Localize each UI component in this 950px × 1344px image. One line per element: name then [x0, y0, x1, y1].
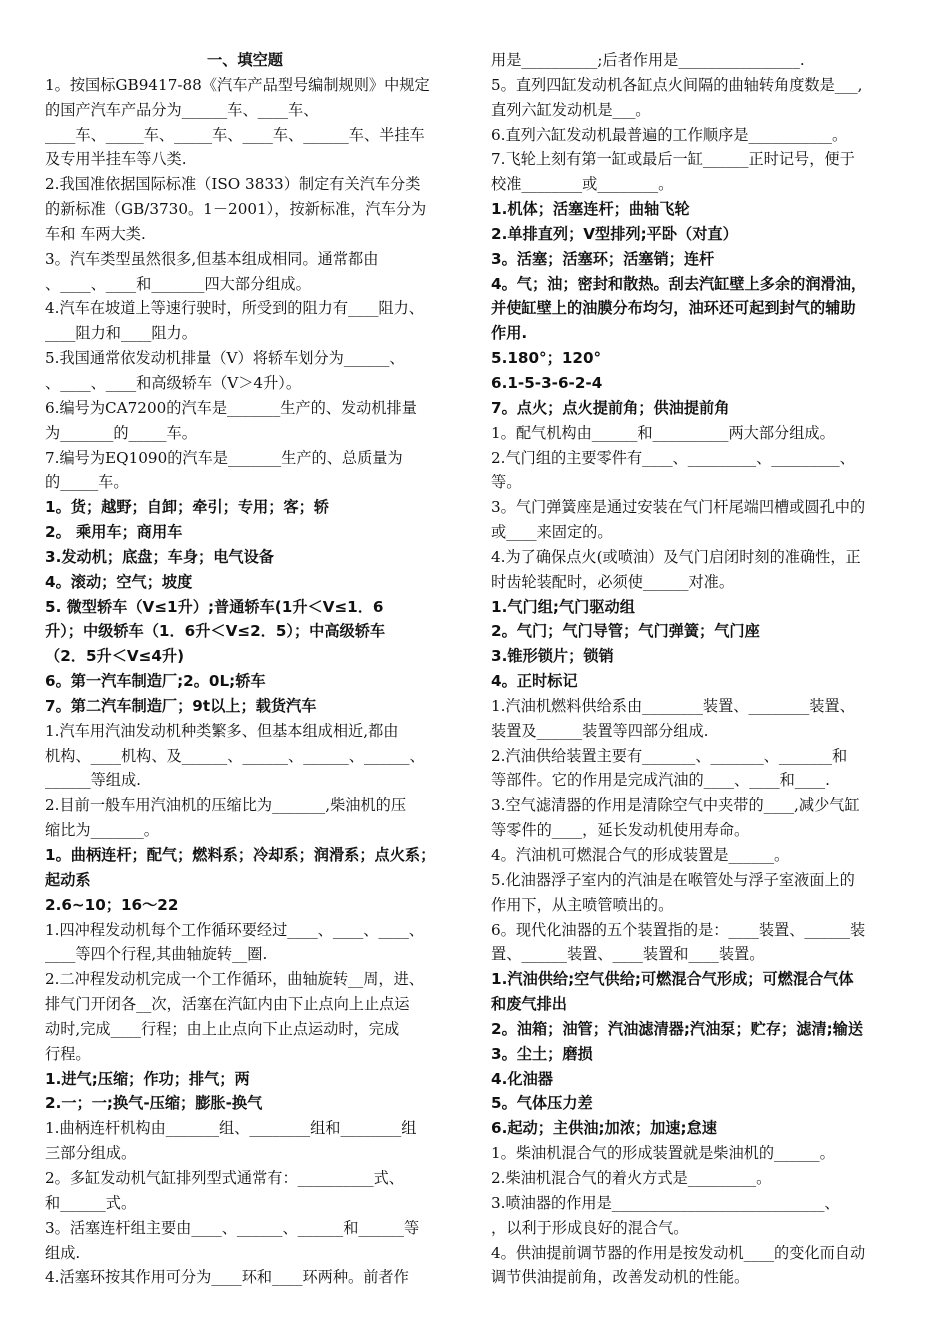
- question-line: 等。: [491, 473, 522, 492]
- answer-line: 3.发动机；底盘；车身；电气设备: [45, 547, 274, 566]
- question-line: 三部分组成。: [45, 1144, 137, 1163]
- answer-line: 6.起动；主供油;加浓；加速;怠速: [491, 1119, 717, 1138]
- question-line: 动时,完成____行程；由上止点向下止点运动时，完成: [45, 1019, 400, 1038]
- answer-line: 2.单排直列；V型排列;平卧（对直）: [491, 224, 738, 243]
- answer-line: 1.进气;压缩；作功；排气；两: [45, 1069, 250, 1088]
- question-line: ____车、_____车、_____车、____车、______车、半挂车: [45, 125, 425, 144]
- question-line: 为_______的_____车。: [45, 423, 197, 442]
- answer-line: （2．5升＜V≤4升): [45, 647, 185, 666]
- question-line: ______等组成.: [45, 771, 141, 790]
- question-line: 1.曲柄连杆机构由_______组、________组和________组: [45, 1119, 417, 1138]
- answer-line: 4。气；油；密封和散热。刮去汽缸壁上多余的润滑油，: [491, 274, 867, 293]
- question-line: 直列六缸发动机是___。: [491, 100, 651, 119]
- answer-line: 2.一；一;换气-压缩；膨胀-换气: [45, 1094, 263, 1113]
- right-column: [491, 48, 911, 1290]
- answer-line: 5. 微型轿车（V≤1升）;普通轿车(1升＜V≤1．6: [45, 597, 384, 616]
- question-line: 车和 车两大类.: [45, 224, 146, 243]
- question-line: 校准________或________。: [491, 175, 674, 194]
- question-line: 用是__________;后者作用是________________.: [491, 51, 805, 69]
- answer-line: 7。点火；点火提前角；供油提前角: [491, 398, 730, 417]
- question-line: 的新标准（GB/3730。1－2001），按新标准，汽车分为: [45, 200, 427, 219]
- question-line: 等零件的____，延长发动机使用寿命。: [491, 821, 750, 840]
- question-line: 3.喷油器的作用是____________________________、: [491, 1193, 840, 1212]
- question-line: 的_____车。: [45, 473, 129, 492]
- answer-line: 并使缸壁上的油膜分布均匀，油环还可起到封气的辅助: [491, 299, 856, 318]
- question-line: 3。汽车类型虽然很多,但基本组成相同。通常都由: [45, 249, 379, 268]
- question-line: 4.活塞环按其作用可分为____环和____环两种。前者作: [45, 1268, 409, 1287]
- answer-line: 3。尘土；磨损: [491, 1044, 593, 1063]
- question-line: 2.柴油机混合气的着火方式是_________。: [491, 1168, 772, 1187]
- left-column: [45, 48, 465, 1290]
- question-line: 组成.: [45, 1243, 81, 1262]
- question-line: 1。按国标GB9417-88《汽车产品型号编制规则》中规定: [45, 75, 430, 94]
- question-line: 3。活塞连杆组主要由____、______、______和______等: [45, 1218, 420, 1237]
- question-line: 作用下，从主喷管喷出的。: [491, 895, 674, 914]
- answer-line: 4。滚动；空气；坡度: [45, 572, 193, 591]
- answer-line: 6。第一汽车制造厂;2。0L;轿车: [45, 672, 266, 691]
- question-line: 调节供油提前角，改善发动机的性能。: [491, 1268, 750, 1287]
- question-line: 装置及______装置等四部分组成.: [491, 721, 709, 740]
- question-line: 7.飞轮上刻有第一缸或最后一缸______正时记号，便于: [491, 150, 855, 169]
- question-line: ____阻力和____阻力。: [45, 324, 197, 343]
- answer-line: 4.化油器: [491, 1069, 553, 1088]
- answer-line: 6.1-5-3-6-2-4: [491, 373, 603, 392]
- question-line: 2.气门组的主要零件有____、_________、_________、: [491, 448, 855, 467]
- answer-line: 升）；中级轿车（1．6升＜V≤2．5）；中高级轿车: [45, 622, 386, 641]
- question-line: 4。供油提前调节器的作用是按发动机____的变化而自动: [491, 1243, 866, 1262]
- question-line: 1.汽车用汽油发动机种类繁多、但基本组成相近,都由: [45, 721, 399, 740]
- answer-line: 4。正时标记: [491, 672, 578, 691]
- question-line: 2.汽油供给装置主要有_______、_______、_______和: [491, 746, 848, 765]
- answer-line: 5.180°；120°: [491, 349, 602, 368]
- answer-line: 1.汽油供给;空气供给;可燃混合气形成；可燃混合气体: [491, 970, 854, 989]
- question-line: 3.空气滤清器的作用是清除空气中夹带的____,减少气缸: [491, 796, 860, 815]
- answer-line: 1.机体；活塞连杆；曲轴飞轮: [491, 200, 690, 219]
- answer-line: 和废气排出: [491, 995, 567, 1014]
- answer-line: 3.锥形锁片；锁销: [491, 647, 614, 666]
- question-line: 时齿轮装配时，必须使______对准。: [491, 572, 734, 591]
- question-line: 等部件。它的作用是完成汽油的____、____和____.: [491, 771, 830, 790]
- question-line: 4。汽油机可燃混合气的形成装置是______。: [491, 846, 790, 864]
- question-line: 、____、____和_______四大部分组成。: [45, 274, 311, 293]
- question-line: 置、______装置、____装置和____装置。: [491, 945, 765, 964]
- question-line: 缩比为_______。: [45, 821, 159, 840]
- question-line: 2.二冲程发动机完成一个工作循环，曲轴旋转__周，进、: [45, 970, 424, 989]
- answer-line: 2。气门；气门导管；气门弹簧；气门座: [491, 622, 760, 641]
- question-line: 1。配气机构由______和__________两大部分组成。: [491, 423, 835, 442]
- question-line: 7.编号为EQ1090的汽车是_______生产的、总质量为: [45, 448, 403, 467]
- question-line: 1.四冲程发动机每个工作循环要经过____、____、____、: [45, 920, 424, 939]
- question-line: 排气门开闭各__次，活塞在汽缸内由下止点向上止点运: [45, 995, 410, 1014]
- answer-line: 起动系: [45, 870, 91, 889]
- question-line: 2.目前一般车用汽油机的压缩比为_______,柴油机的压: [45, 796, 407, 815]
- answer-line: 3。活塞；活塞环；活塞销；连杆: [491, 249, 715, 268]
- answer-line: 5。气体压力差: [491, 1094, 593, 1113]
- question-line: 的国产汽车产品分为______车、____车、: [45, 100, 319, 119]
- question-line: 及专用半挂车等八类.: [45, 150, 187, 169]
- question-line: ____等四个行程,其曲轴旋转__圈.: [45, 945, 268, 964]
- question-line: 和______式。: [45, 1193, 137, 1212]
- question-line: 或____来固定的。: [491, 523, 613, 542]
- question-line: 6.直列六缸发动机最普遍的工作顺序是___________。: [491, 125, 848, 144]
- question-line: 6。现代化油器的五个装置指的是：____装置、______装: [491, 920, 866, 939]
- answer-line: 1。货；越野；自卸；牵引；专用；客；轿: [45, 498, 329, 517]
- answer-line: 1.气门组;气门驱动组: [491, 597, 635, 616]
- question-line: 4.汽车在坡道上等速行驶时，所受到的阻力有____阻力、: [45, 299, 424, 318]
- question-line: 5。直列四缸发动机各缸点火间隔的曲轴转角度数是___,: [491, 75, 863, 94]
- question-line: 1。柴油机混合气的形成装置就是柴油机的______。: [491, 1144, 835, 1163]
- question-line: ，以利于形成良好的混合气。: [491, 1218, 689, 1237]
- question-line: 1.汽油机燃料供给系由________装置、________装置、: [491, 696, 855, 715]
- question-line: 5.我国通常依发动机排量（V）将轿车划分为______、: [45, 349, 405, 368]
- question-line: 2。多缸发动机气缸排列型式通常有：__________式、: [45, 1168, 404, 1187]
- question-line: 5.化油器浮子室内的汽油是在喉管处与浮子室液面上的: [491, 870, 855, 889]
- question-line: 3。气门弹簧座是通过安装在气门杆尾端凹槽或圆孔中的: [491, 498, 866, 517]
- question-line: 行程。: [45, 1044, 91, 1063]
- question-line: 机构、____机构、及______、______、______、______、: [45, 746, 425, 765]
- question-line: 2.我国准依据国际标准（ISO 3833）制定有关汽车分类: [45, 175, 421, 194]
- answer-line: 作用.: [491, 324, 528, 343]
- answer-line: 2。油箱；油管；汽油滤清器;汽油泵；贮存；滤清;输送: [491, 1019, 864, 1038]
- question-line: 、____、____和高级轿车（V＞4升）。: [45, 373, 302, 392]
- answer-line: 7。第二汽车制造厂；9t以上；载货汽车: [45, 696, 317, 715]
- answer-line: 2.6~10；16～22: [45, 895, 179, 914]
- question-line: 4.为了确保点火(或喷油）及气门启闭时刻的准确性，正: [491, 547, 861, 566]
- section-title: 一、填空题: [207, 51, 283, 69]
- question-line: 6.编号为CA7200的汽车是_______生产的、发动机排量: [45, 398, 417, 417]
- answer-line: 2。 乘用车；商用车: [45, 523, 183, 542]
- answer-line: 1。曲柄连杆；配气；燃料系；冷却系；润滑系；点火系；: [45, 846, 436, 864]
